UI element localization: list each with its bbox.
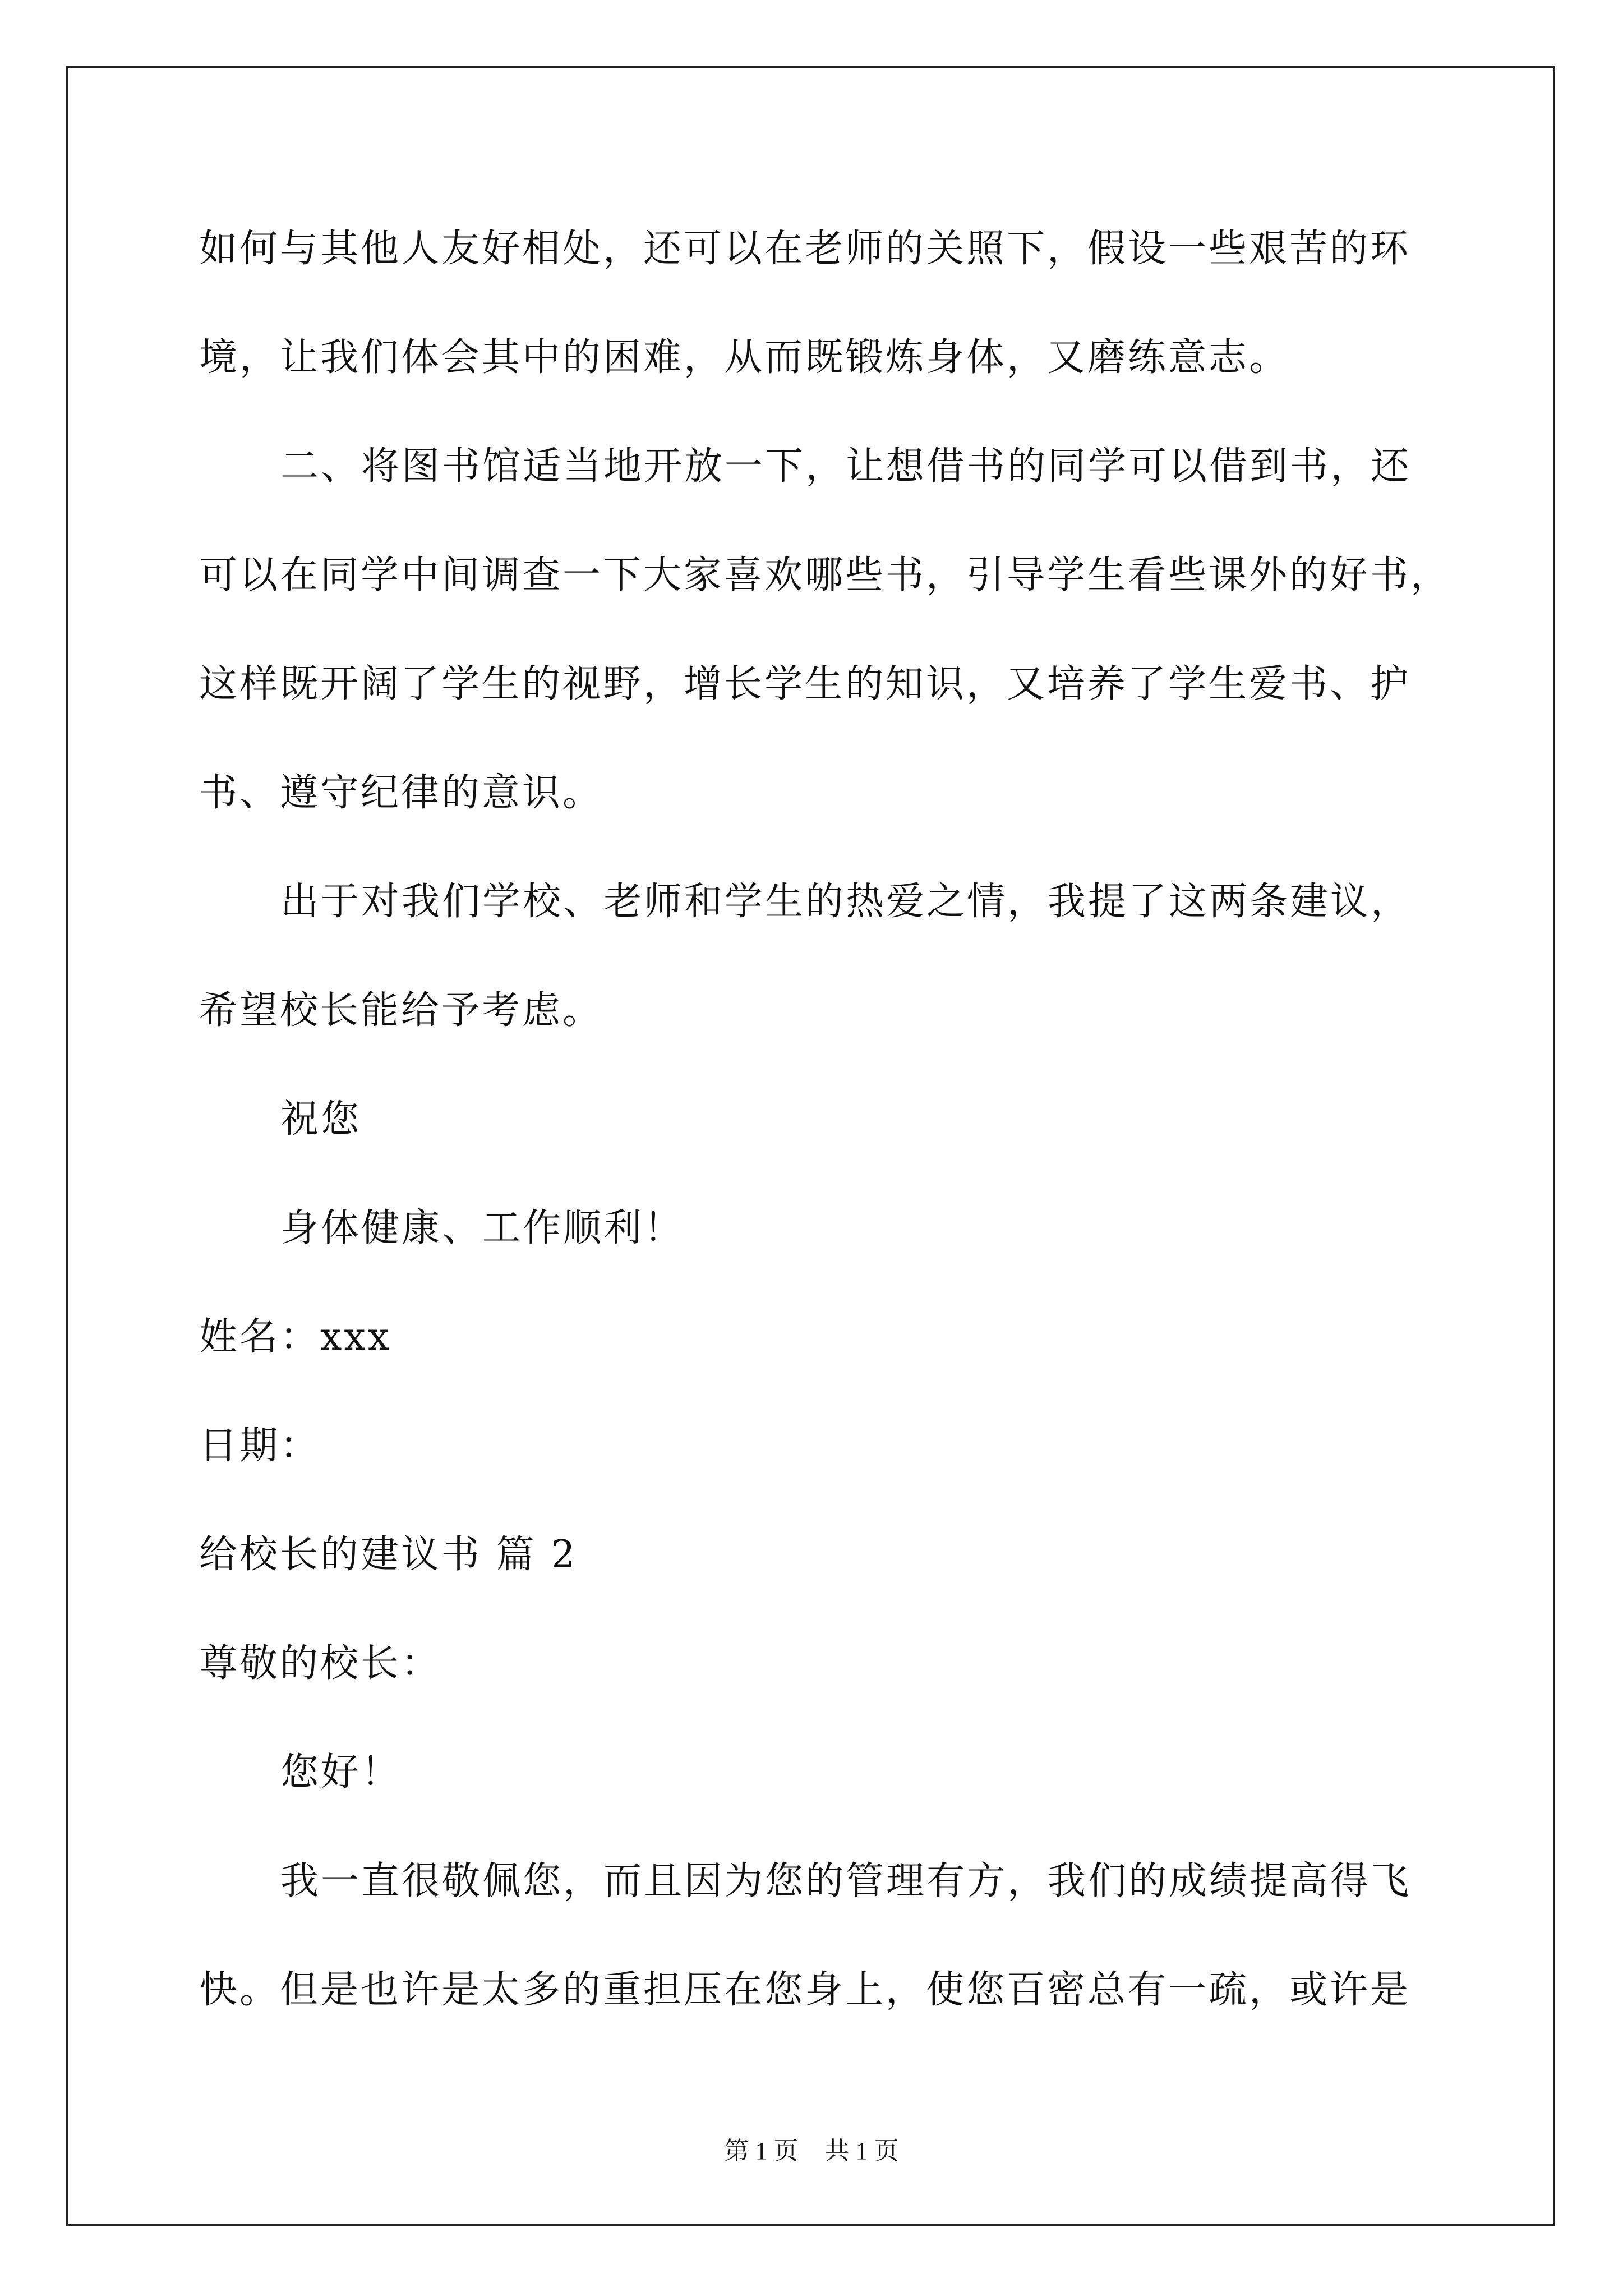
body-line: 书、遵守纪律的意识。 (199, 771, 603, 815)
body-line: 快。但是也许是太多的重担压在您身上，使您百密总有一疏，或许是 (199, 1968, 1411, 2012)
body-line: 境，让我们体会其中的困难，从而既锻炼身体，又磨练意志。 (199, 335, 1290, 380)
date-field: 日期： (199, 1424, 321, 1468)
paragraph-start-line: 二、将图书馆适当地开放一下，让想借书的同学可以借到书，还 (280, 444, 1412, 489)
name-field: 姓名：xxx (199, 1315, 392, 1359)
closing-wishes: 身体健康、工作顺利！ (280, 1206, 685, 1250)
paragraph-start-line: 我一直很敬佩您，而且因为您的管理有方，我们的成绩提高得飞 (280, 1859, 1412, 1903)
closing-salutation: 祝您 (280, 1097, 362, 1142)
body-line: 可以在同学中间调查一下大家喜欢哪些书，引导学生看些课外的好书， (199, 553, 1451, 597)
greeting: 尊敬的校长： (199, 1641, 442, 1686)
page-total: 共 1 页 (824, 2137, 899, 2165)
page-number: 第 1 页 (724, 2137, 799, 2165)
body-line: 希望校长能给予考虑。 (199, 988, 603, 1033)
page-footer (0, 2136, 1623, 2166)
greeting-hello: 您好！ (280, 1750, 402, 1795)
section-title: 给校长的建议书 篇 2 (199, 1533, 578, 1577)
paragraph-start-line: 出于对我们学校、老师和学生的热爱之情，我提了这两条建议， (280, 880, 1412, 924)
body-line: 这样既开阔了学生的视野，增长学生的知识，又培养了学生爱书、护 (199, 662, 1411, 706)
body-line: 如何与其他人友好相处，还可以在老师的关照下，假设一些艰苦的环 (199, 227, 1411, 271)
